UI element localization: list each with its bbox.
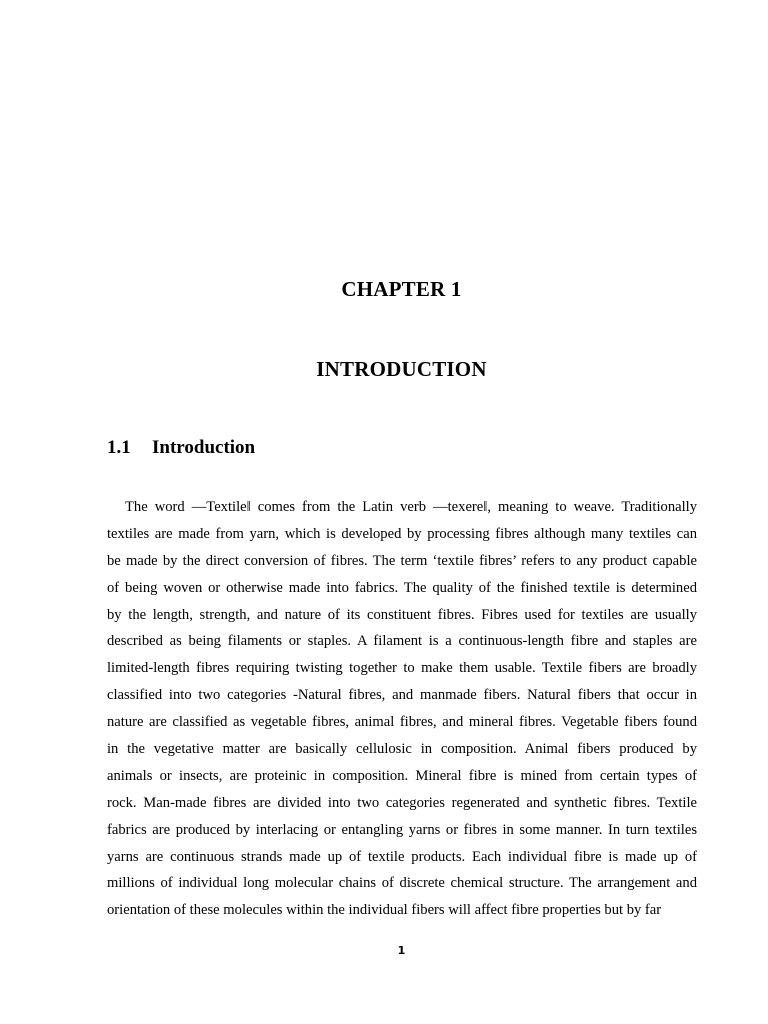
paragraph-line: classified into two categories -Natural fibres, and manmade fibers. Natural fibers that occur in <box>107 687 697 704</box>
paragraph-line: by the length, strength, and nature of its constituent fibres. Fibres used for textiles are usually <box>107 606 697 623</box>
paragraph-line: yarns are continuous strands made up of textile products. Each individual fibre is made up of <box>107 848 697 865</box>
chapter-title: INTRODUCTION <box>316 357 487 381</box>
paragraph-line: limited-length fibres requiring twisting together to make them usable. Textile fibers are broadly <box>107 660 697 677</box>
paragraph-line: in the vegetative matter are basically cellulosic in composition. Animal fibers produced by <box>107 741 697 758</box>
section-heading <box>107 436 255 460</box>
body-paragraph <box>107 494 697 924</box>
paragraph-line: rock. Man-made fibres are divided into two categories regenerated and synthetic fibres. Textile <box>107 794 697 811</box>
section-title: Introduction <box>152 437 256 458</box>
paragraph-line: millions of individual long molecular chains of discrete chemical structure. The arrangement and <box>107 875 697 892</box>
paragraph-line: The word —Textile‖ comes from the Latin verb —texere‖, meaning to weave. Traditionally <box>125 499 697 515</box>
paragraph-line: of being woven or otherwise made into fabrics. The quality of the finished textile is determined <box>107 579 697 596</box>
paragraph-line: animals or insects, are proteinic in composition. Mineral fibre is mined from certain types of <box>107 767 697 784</box>
paragraph-line: fabrics are produced by interlacing or entangling yarns or fibres in some manner. In turn textiles <box>107 821 697 838</box>
paragraph-line: nature are classified as vegetable fibres, animal fibres, and mineral fibres. Vegetable fibers found <box>107 714 697 731</box>
section-number: 1.1 <box>107 437 131 458</box>
paragraph-line: described as being filaments or staples. A filament is a continuous-length fibre and staples are <box>107 633 697 650</box>
paragraph-line: textiles are made from yarn, which is developed by processing fibres although many textiles can <box>107 525 697 542</box>
paragraph-line: orientation of these molecules within the individual fibers will affect fibre properties but by far <box>107 902 662 919</box>
chapter-label: CHAPTER 1 <box>341 277 462 301</box>
paragraph-line: be made by the direct conversion of fibres. The term ‘textile fibres’ refers to any product capable <box>107 552 697 569</box>
page-number: 1 <box>397 944 406 957</box>
